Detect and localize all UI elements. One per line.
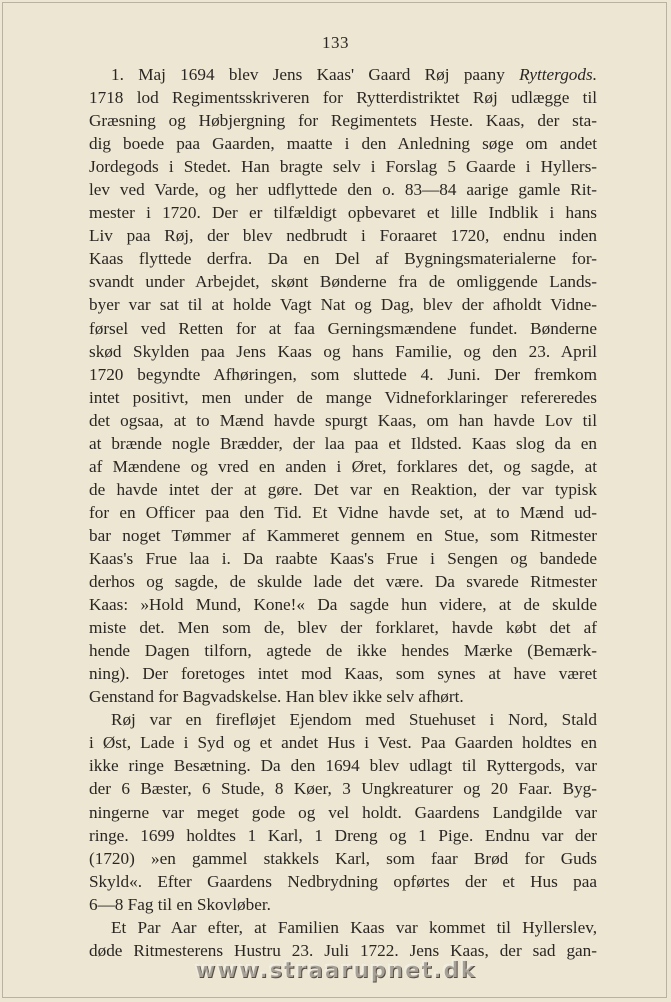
text-line xyxy=(89,340,597,363)
text-line-content: i Øst, Lade i Syd og et andet Hus i Vest. Paa Gaarden holdtes en xyxy=(89,733,597,753)
text-line xyxy=(89,870,597,893)
text-line-content: døde Ritmesterens Hustru 23. Juli 1722. Jens Kaas, der sad gan- xyxy=(89,940,597,960)
text-line xyxy=(89,731,597,754)
text-line xyxy=(89,293,597,316)
text-line-content: intet positivt, men under de mange Vidneforklaringer refereredes xyxy=(89,387,597,407)
text-line-content: dig boede paa Gaarden, maatte i den Anledning søge om andet xyxy=(89,134,597,154)
text-line-content: Kaas: »Hold Mund, Kone!« Da sagde hun videre, at de skulde xyxy=(89,595,597,615)
text-line-content: ningerne var meget gode og vel holdt. Gaardens Landgilde var xyxy=(89,802,597,822)
text-line-content: Røj var en firefløjet Ejendom med Stuehuset i Nord, Stald xyxy=(111,710,597,730)
text-line xyxy=(89,86,597,109)
text-line-content: derhos og sagde, de skulde lade det være. Da svarede Ritmester xyxy=(89,572,597,592)
text-line xyxy=(89,824,597,847)
text-line xyxy=(89,570,597,593)
text-line-content: af Mændene og vred en anden i Øret, forklares det, og sagde, at xyxy=(89,456,597,476)
text-line xyxy=(89,547,597,570)
text-line xyxy=(89,662,597,685)
text-line-content: det ogsaa, at to Mænd havde spurgt Kaas, om han havde Lov til xyxy=(89,410,597,430)
text-line-content: at brænde nogle Brædder, der laa paa et Ildsted. Kaas slog da en xyxy=(89,433,597,453)
text-line-content: ikke ringe Besætning. Da den 1694 blev udlagt til Ryttergods, var xyxy=(89,756,597,776)
text-line xyxy=(89,708,597,731)
text-line-content: Liv paa Røj, der blev nedbrudt i Foraaret 1720, endnu inden xyxy=(89,226,597,246)
text-line xyxy=(89,893,597,916)
text-line xyxy=(89,916,597,939)
text-line xyxy=(89,432,597,455)
text-line xyxy=(89,501,597,524)
text-line-content: ning). Der foretoges intet mod Kaas, som synes at have været xyxy=(89,664,597,684)
text-line-content: Et Par Aar efter, at Familien Kaas var kommet til Hyllerslev, xyxy=(111,917,597,937)
text-line xyxy=(89,155,597,178)
text-line xyxy=(89,178,597,201)
body-text xyxy=(89,63,597,962)
text-line xyxy=(89,455,597,478)
text-line-content: 1718 lod Regimentsskriveren for Rytterdistriktet Røj udlægge til xyxy=(89,88,597,108)
text-line-content: (1720) »en gammel stakkels Karl, som faar Brød for Guds xyxy=(89,848,597,868)
text-line xyxy=(89,247,597,270)
text-line xyxy=(89,754,597,777)
text-line-content: ringe. 1699 holdtes 1 Karl, 1 Dreng og 1 Pige. Endnu var der xyxy=(89,825,597,845)
text-line-content: Genstand for Bagvadskelse. Han blev ikke selv afhørt. xyxy=(89,687,464,707)
text-line-content: Kaas flyttede derfra. Da en Del af Bygningsmaterialerne for- xyxy=(89,249,597,269)
text-line-content: førsel ved Retten for at faa Gerningsmændene fundet. Bønderne xyxy=(89,318,597,338)
text-line xyxy=(89,409,597,432)
text-line xyxy=(89,639,597,662)
text-line xyxy=(89,109,597,132)
text-line-content: de havde intet der at gøre. Det var en Reaktion, der var typisk xyxy=(89,479,597,499)
text-line xyxy=(89,270,597,293)
text-line-content: der 6 Bæster, 6 Stude, 8 Køer, 3 Ungkreaturer og 20 Faar. Byg- xyxy=(89,779,597,799)
text-line-content: hende Dagen tilforn, agtede de ikke hendes Mærke (Bemærk- xyxy=(89,641,597,661)
text-line xyxy=(89,616,597,639)
text-line xyxy=(89,63,597,86)
text-line-content: Jordegods i Stedet. Han bragte selv i Forslag 5 Gaarde i Hyllers- xyxy=(89,157,597,177)
italic-term: Ryttergods. xyxy=(519,65,597,84)
text-line xyxy=(89,685,597,708)
text-line-content: mester i 1720. Der er tilfældigt opbevaret et lille Indblik i hans xyxy=(89,203,597,223)
text-line xyxy=(89,201,597,224)
text-line-content: lev ved Varde, og her udflyttede den o. 83—84 aarige gamle Rit- xyxy=(89,180,597,200)
text-line-content: bar noget Tømmer af Kammeret gennem en Stue, som Ritmester xyxy=(89,525,597,545)
text-line-content: svandt under Arbejdet, skønt Bønderne fra de omliggende Lands- xyxy=(89,272,597,292)
text-line-content: 1. Maj 1694 blev Jens Kaas' Gaard Røj paany xyxy=(111,65,520,84)
text-line xyxy=(89,224,597,247)
text-line-content: Kaas's Frue laa i. Da raabte Kaas's Frue i Sengen og bandede xyxy=(89,548,597,568)
text-line xyxy=(89,801,597,824)
text-line xyxy=(89,524,597,547)
text-line xyxy=(89,777,597,800)
text-line-content: byer var sat til at holde Vagt Nat og Dag, blev der afholdt Vidne- xyxy=(89,295,597,315)
text-line-content: miste det. Men som de, blev der forklaret, havde købt det af xyxy=(89,618,597,638)
page-number: 133 xyxy=(322,33,349,52)
text-line xyxy=(89,847,597,870)
text-line-content: 1720 begyndte Afhøringen, som sluttede 4. Juni. Der fremkom xyxy=(89,364,597,384)
watermark: www.straarupnet.dk xyxy=(194,958,477,983)
text-line xyxy=(89,478,597,501)
text-line-content: for en Officer paa den Tid. Et Vidne havde set, at to Mænd ud- xyxy=(89,502,597,522)
text-line xyxy=(89,386,597,409)
text-line xyxy=(89,317,597,340)
text-line xyxy=(89,132,597,155)
text-line-content: Græsning og Høbjergning for Regimentets Heste. Kaas, der sta- xyxy=(89,111,597,131)
text-line-content: 6—8 Fag til en Skovløber. xyxy=(89,894,271,914)
text-line xyxy=(89,363,597,386)
text-line-content: skød Skylden paa Jens Kaas og hans Familie, og den 23. April xyxy=(89,341,597,361)
text-line xyxy=(89,593,597,616)
text-line-content: Skyld«. Efter Gaardens Nedbrydning opførtes der et Hus paa xyxy=(89,871,597,891)
